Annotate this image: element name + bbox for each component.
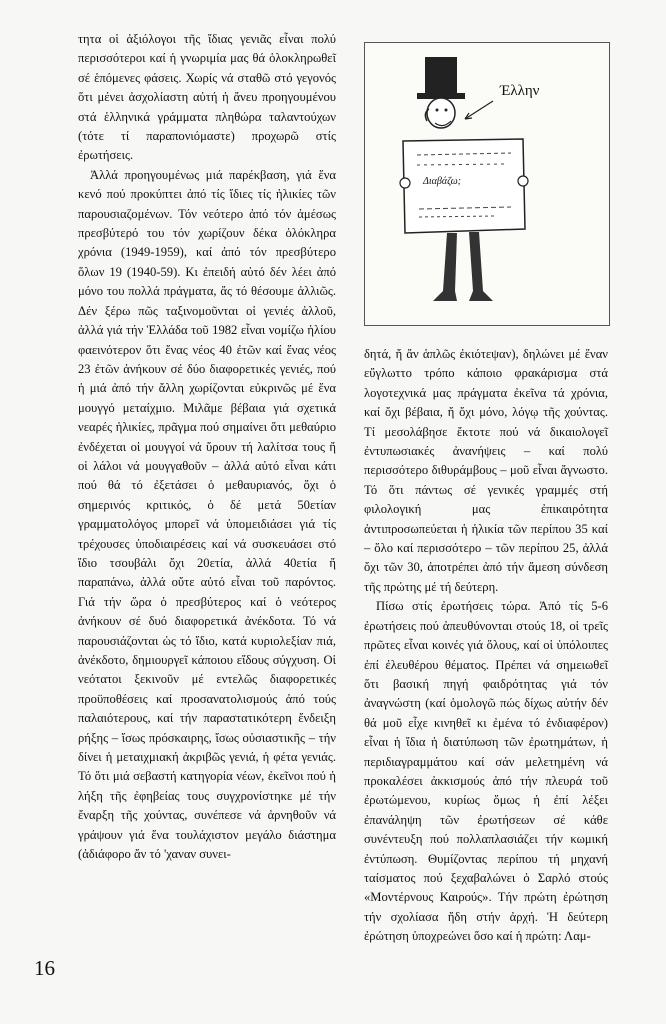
paragraph: δητά, ἤ ἄν ἁπλῶς ἐκιότεψαν), δηλώνει μέ ἕναν εὔγλωττο τρόπο κάποιο φρακάρισμα στά λογοτεχνικά μας πράγματα ἐκεῖνα τά χρόνια, καί ὄχι βέβαια, ἤ ὄχι μόνο, λόγῳ τῆς χούντας. Τί μεσολάβησε ἔκτοτε πού νά δικαιολογεῖ ἐντυπωσιακές ἀνανήψεις – καί πολύ περισσότερο διθυράμβους – μοῦ εἶναι ἄγνωστο. Τό ὅτι πάντως σέ γενικές γραμμές στή φιλολογική μας ἐπικαιρότητα ἀντιπροσωπεύεται ἡ ἡλικία τῶν περίπου 35 καί – ὅλο καί περισσότερο – τῶν περίπου 25, ἀλλά ὄχι τῶν 30, ἀποτρέπει ἀπό τήν ἄμεση σύνδεση τῆς πρώτης μέ τή δεύτερη. — [364, 347, 608, 594]
paragraph: τητα οἱ ἀξιόλογοι τῆς ἴδιας γενιᾶς εἶναι πολύ περισσότεροι καί ἡ γνωριμία μας θά ὁλοκληρωθεῖ σέ ἑπόμενες φάσεις. Χωρίς νά σταθῶ στό γεγονός ὅτι μένει ἀσχολίαστη αὐτή ἡ ἄνευ προηγουμένου στά ἑλληνικά γράμματα πληθώρα ταλαντούχων (τότε τί παραπονιόμαστε) προχωρῶ στίς ἐρωτήσεις. — [78, 32, 336, 163]
paragraph: Ἀλλά προηγουμένως μιά παρέκβαση, γιά ἕνα κενό πού προκύπτει ἀπό τίς ἴδιες τίς ἡλικίες τῶν παρουσιαζομένων. Τόν νεότερο ἀπό τόν ἀμέσως πρεσβύτερό του τόν χωρίζουν δέκα ὁλόκληρα χρόνια (1949-1959), καί ἀπό τόν πρεσβύτερο ὅλων 19 (1940-59). Κι ἐπειδή αὐτό δέν λέει ἀπό μόνο του πολλά πράγματα, ἄς τό θέσουμε ἀλλιῶς. Δέν ξέρω πῶς ταξινομοῦνται οἱ γενιές ἀλλοῦ, ἀλλά γιά τήν Ἑλλάδα τοῦ 1982 εἶναι νομίζω ἡλίου φαεινότερον ὅτι ἕνας νέος 40 ἐτῶν καί ἕνας νέος 23 ἐτῶν ἀνήκουν σέ δύο διαφορετικές γενιές, πού ἡ μιά ἀπό τήν ἄλλη χωρίζονται εὐκρινῶς μέ ἕνα μουγγό μεταίχμιο. Μιλᾶμε βέβαια γιά σχετικά νεαρές ἡλικίες, πρᾶγμα πού σημαίνει ὅτι μεθαύριο ἐνδέχεται οἱ μουγγοί νά ὕρουν τή λαλίτσα τους ἤ οἱ λάλοι νά μουγγαθοῦν – ἀλλά αὐτό εἶναι κάτι πού θά τό ἐξετάσει ὁ μεθαυριανός, ὄχι ὁ σημερινός κριτικός, ὁ δέ μετά 50ετίαν γραμματολόγος μπορεῖ νά ὑπομειδιάσει γιά τίς τρέχουσες ὑποδιαιρέσεις καί νά συσκευάσει στό ἴδιο τσουβάλι ὄχι 20ετία, ἀλλά 40ετία ἤ παραπάνω, ἀλλά οὔτε αὐτό εἶναι τοῦ παρόντος. Γιά τήν ὥρα ὁ πρεσβύτερος καί ὁ νεότερος ἀνήκουν σέ δυό διαφορετικά ἀνέκδοτα. Τό νά παρουσιάζονται ὡς τό ἴδιο, κατά κυριολεξίαν πιά, ἀνέκδοτο, δημιουργεῖ κάποιου εἴδους σύγχυση. Οἱ νεότατοι ξεκινοῦν μέ εντελῶς διαφορετικές προϋποθέσεις καί προσανατολισμούς ἀπό τούς παλαιότερους, καί τήν παραστατικότερη ἔνδειξη ρήξης – ἴσως πρόσκαιρης, ἴσως οὐσιαστικῆς – τήν δίνει ἡ μεταιχμιακή ἀκριβῶς γενιά, ἡ φέτα γενιάς. Τό ὅτι μιά σεβαστή κατηγορία νέων, ἐκεῖνοι πού ἡ λήξη τῆς ἐφηβείας τους συγχρονίστηκε μέ τήν ἔναρξη τῆς χούντας, συνέπεσε νά ἀρνηθοῦν νά γράψουν γιά ἕνα τουλάχιστον μεγάλο διάστημα (ἀδιάφορο ἄν τό 'χαναν συνει- — [78, 167, 336, 862]
top-hat — [425, 57, 457, 95]
head — [427, 98, 455, 128]
cartoon-figure — [364, 42, 610, 326]
paragraph: Πίσω στίς ἐρωτήσεις τώρα. Ἀπό τίς 5-6 ἐρωτήσεις πού ἀπευθύνονται στούς 18, οἱ τρεῖς πρῶτες εἶναι κοινές γιά ὅλους, καί οἱ ὑπόλοιπες ἐπί ἐλευθέρου θέματος. Πρέπει νά σημειωθεῖ ὅτι βασική πηγή φαιδρότητας γιά τόν ἀναγνώστη (καί ὁμολογῶ πώς δίχως αὐτήν δέν θά μοῦ εἶχε κινηθεῖ κι ἐμένα τό ἐνδιαφέρον) εἶναι ἡ ἴδια ἡ διατύπωση τῶν ἐρωτημάτων, ἡ περιδιαγραμμάτου καί σάν μελετημένη νά προκαλέσει ἀκκισμούς ἀπό τήν πλευρά τοῦ ἐρωτώμενου, κυρίως ὅμως ἡ ἐπί λέξει ἐπανάληψη τῶν ἐρωτήσεων σέ κάθε συνέντευξη πού πολλαπλασιάζει τήν κωμική ἐντύπωση. Θυμίζοντας περίπου τή μηχανή ταίσματος πού ξεχαβαλώνει ὁ Σαρλό στούς «Μοντέρνους Καιρούς». Τήν πρώτη ἐρώτηση τήν σχολίασα ἤδη στήν ἀρχή. Ἡ δεύτερη ἐρώτηση ὑποχρεώνει ὅσο καί ἡ πρώτη: Λαμ- — [364, 599, 608, 944]
page-number: 16 — [34, 956, 55, 980]
pointer-arrow — [465, 101, 493, 119]
right-column — [364, 345, 608, 947]
newspaper-label: Διαβάζω; — [423, 176, 461, 187]
leg — [433, 233, 457, 301]
cartoon-drawing — [365, 43, 609, 325]
left-column — [78, 30, 336, 864]
leg — [469, 232, 493, 301]
figure-label: Έλλην — [500, 83, 540, 99]
